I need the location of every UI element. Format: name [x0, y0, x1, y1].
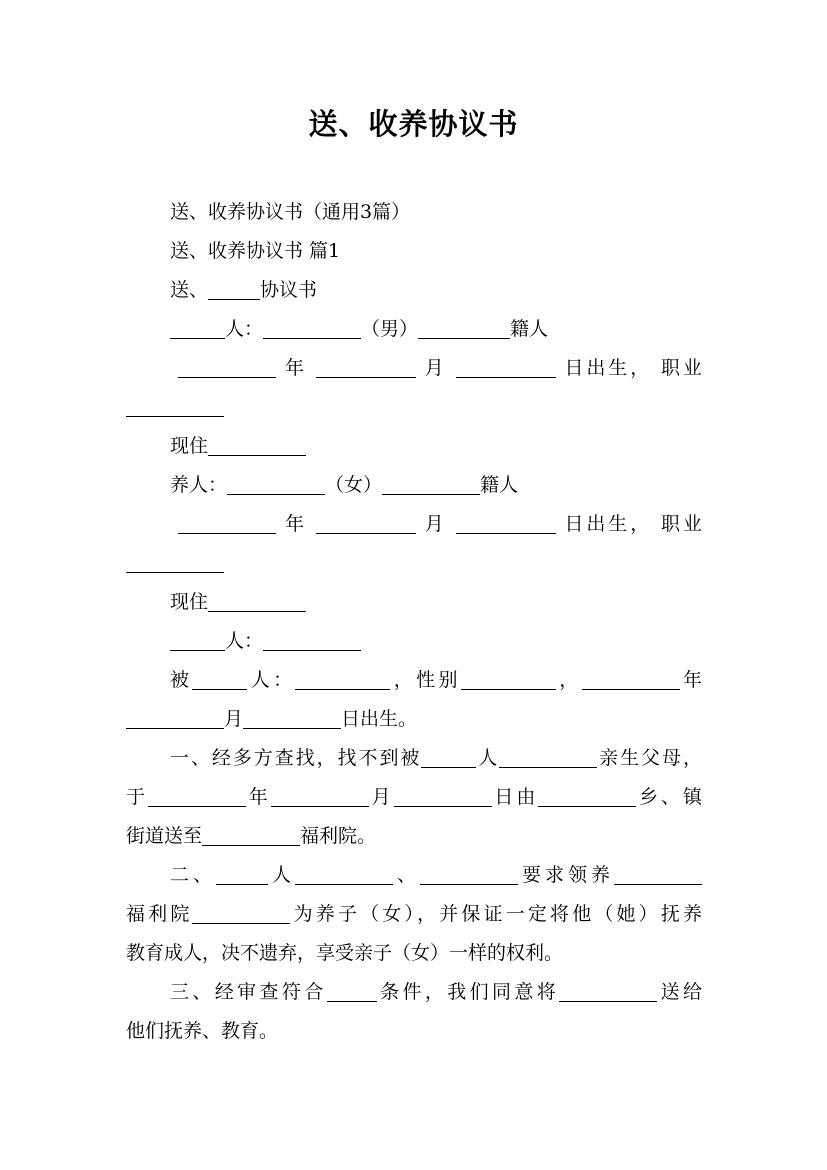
blank-field — [316, 513, 416, 534]
blank-field — [559, 981, 657, 1002]
line-7: 现住 — [126, 427, 702, 466]
blank-field — [170, 630, 225, 651]
blank-field — [178, 357, 276, 378]
blank-field — [208, 279, 260, 300]
blank-field — [295, 864, 393, 885]
line-21: 三、经审查符合 条件，我们同意将 送给 — [170, 981, 702, 1003]
blank-field — [295, 669, 390, 690]
blank-field — [126, 708, 224, 729]
line-17: 街道送至 福利院。 — [126, 825, 377, 847]
blank-field — [271, 786, 369, 807]
line-6 — [126, 388, 702, 427]
blank-field — [582, 669, 680, 690]
blank-field — [456, 513, 556, 534]
blank-field — [216, 864, 268, 885]
blank-field — [192, 903, 290, 924]
blank-field — [420, 864, 518, 885]
line-19: 福利院 为养子（女），并保证一定将他（她）抚养 — [126, 903, 702, 925]
blank-field — [170, 318, 225, 339]
line-5: 年 月 日出生， 职业 — [126, 349, 702, 388]
blank-field — [418, 318, 510, 339]
line-18: 二、 人 、 要求领养 — [126, 856, 702, 895]
line-2: 送、收养协议书 篇1 — [170, 240, 341, 262]
blank-field — [614, 864, 702, 885]
line-13: 被 人： ，性别 ， 年 — [170, 669, 702, 691]
line-1: 送、收养协议书（通用3篇） — [170, 201, 411, 223]
line-20: 教育成人，决不遗弃，享受亲子（女）一样的权利。 — [126, 942, 564, 964]
line-14: 月 日出生。 — [126, 700, 702, 739]
blank-field — [192, 669, 247, 690]
line-10 — [126, 544, 702, 583]
line-4: 人： （男） 籍人 — [126, 310, 702, 349]
blank-field — [327, 981, 377, 1002]
blank-field — [243, 708, 341, 729]
blank-field — [208, 591, 306, 612]
blank-field — [538, 786, 636, 807]
line-12: 人： — [126, 622, 702, 661]
document-body — [126, 193, 702, 1051]
line-9: 年 月 日出生， 职业 — [126, 505, 702, 544]
line-11: 现住 — [126, 583, 702, 622]
blank-field — [126, 552, 224, 573]
blank-field — [394, 786, 492, 807]
blank-field — [499, 747, 597, 768]
blank-field — [263, 318, 361, 339]
line-3: 送、 协议书 — [170, 279, 318, 301]
line-8: 养人： （女） 籍人 — [170, 474, 519, 496]
blank-field — [263, 630, 361, 651]
blank-field — [202, 825, 300, 846]
blank-field — [456, 357, 556, 378]
document-title: 送、收养协议书 — [308, 107, 519, 141]
line-22: 他们抚养、教育。 — [126, 1020, 279, 1042]
blank-field — [178, 513, 276, 534]
blank-field — [461, 669, 556, 690]
blank-field — [316, 357, 416, 378]
blank-field — [126, 396, 224, 417]
blank-field — [421, 747, 476, 768]
blank-field — [148, 786, 246, 807]
line-16: 于 年 月 日由 乡、镇 — [126, 786, 702, 808]
line-15: 一、经多方查找，找不到被 人 亲生父母， — [170, 747, 702, 769]
blank-field — [382, 474, 480, 495]
blank-field — [227, 474, 325, 495]
blank-field — [208, 435, 306, 456]
